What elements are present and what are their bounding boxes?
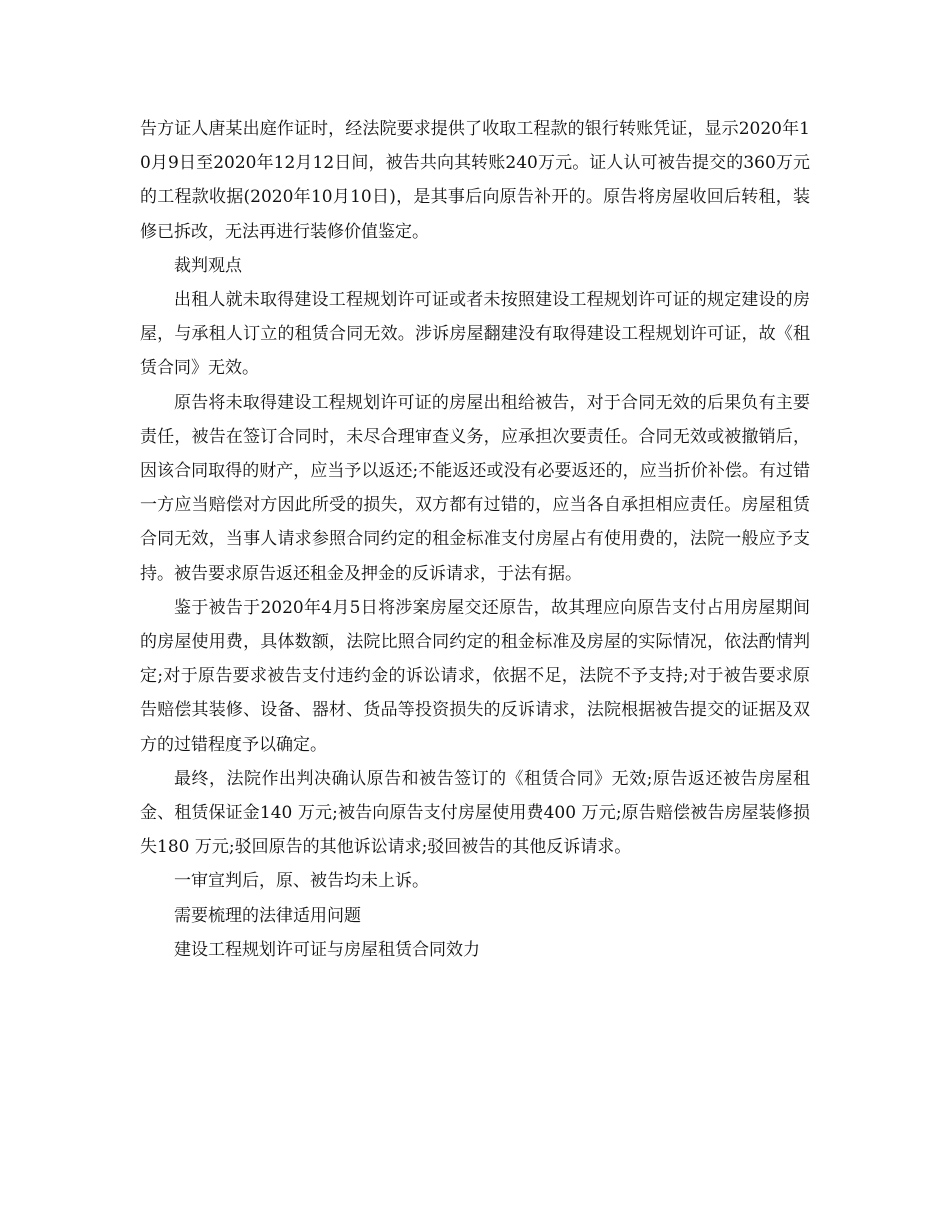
heading-judgment-opinion: 裁判观点 <box>174 255 242 276</box>
paragraph-usage-fee: 鉴于被告于2020年4月5日将涉案房屋交还原告，故其理应向原告支付占用房屋期间的房屋使用费，具体数额，法院比照合同约定的租金标准及房屋的实际情况，依法酌情判定;对于原告要求被告支付违约金的诉讼请求，依据不足，法院不予支持;对于被告要求原告赔偿其装修、设备、器材、货品等投资损失的反诉请求，法院根据被告提交的证据及双方的过错程度予以确定。 <box>140 597 810 755</box>
paragraph-testimony: 告方证人唐某出庭作证时，经法院要求提供了收取工程款的银行转账凭证，显示2020年10月9日至2020年12月12日间，被告共向其转账240万元。证人认可被告提交的360万元的工程款收据(2020年10月10日)，是其事后向原告补开的。原告将房屋收回后转租，装修已拆改，无法再进行装修价值鉴定。 <box>140 119 810 242</box>
paragraph-no-appeal: 一审宣判后，原、被告均未上诉。 <box>174 871 429 892</box>
heading-legal-issues: 需要梳理的法律适用问题 <box>174 905 361 926</box>
paragraph-contract-invalid: 出租人就未取得建设工程规划许可证或者未按照建设工程规划许可证的规定建设的房屋，与承租人订立的租赁合同无效。涉诉房屋翻建没有取得建设工程规划许可证，故《租赁合同》无效。 <box>140 290 810 379</box>
paragraph-final-judgment: 最终，法院作出判决确认原告和被告签订的《租赁合同》无效;原告返还被告房屋租金、租赁保证金140 万元;被告向原告支付房屋使用费400 万元;原告赔偿被告房屋装修损失180 万元;驳回原告的其他诉讼请求;驳回被告的其他反诉请求。 <box>140 768 810 858</box>
document-body <box>140 112 810 967</box>
heading-permit-and-lease-validity: 建设工程规划许可证与房屋租赁合同效力 <box>174 939 480 960</box>
paragraph-liability: 原告将未取得建设工程规划许可证的房屋出租给被告，对于合同无效的后果负有主要责任，被告在签订合同时，未尽合理审查义务，应承担次要责任。合同无效或被撤销后，因该合同取得的财产，应当予以返还;不能返还或没有必要返还的，应当折价补偿。有过错一方应当赔偿对方因此所受的损失，双方都有过错的，应当各自承担相应责任。房屋租赁合同无效，当事人请求参照合同约定的租金标准支付房屋占有使用费的，法院一般应予支持。被告要求原告返还租金及押金的反诉请求，于法有据。 <box>140 392 810 584</box>
